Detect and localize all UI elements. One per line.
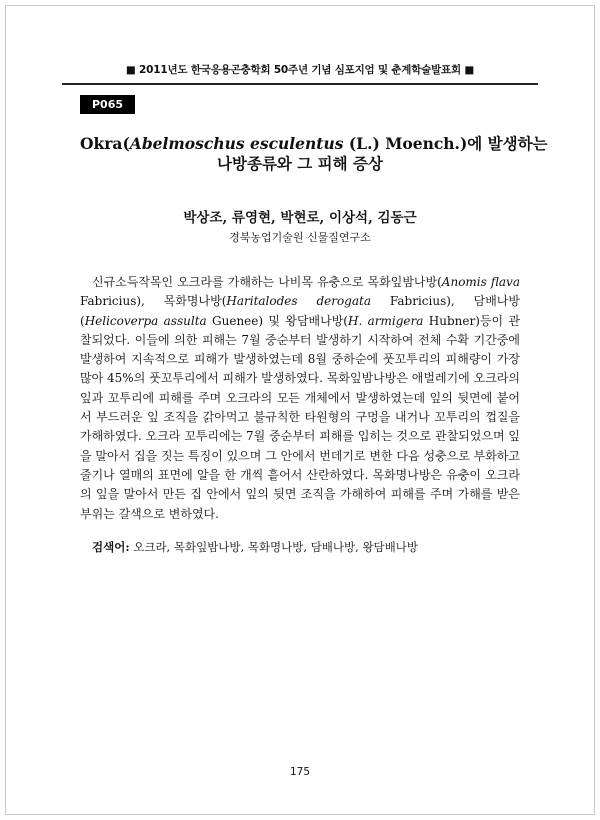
poster-id-badge: P065 <box>80 95 135 114</box>
abstract-text-5: Hubner)등이 관찰되었다. 이들에 의한 피해는 7월 중순부터 발생하기 시작하여 전체 수확 기간중에 발생하여 지속적으로 피해가 발생하였는데 8월 중하순에 풋꼬투리의 피해량이 가장 많아 45%의 풋꼬투리에서 피해가 발생하였다. 목화잎밤나방은 애벌레기에 오크라의 잎과 꼬투리에 피해를 주며 오크라의 모든 개체에서 발생하였는데 잎의 뒷면에 붙어서 부드러운 잎 조직을 갉아먹고 불규칙한 타원형의 구멍을 내거나 꼬투리의 껍질을 가해하였다. 오크라 꼬투리에는 7월 중순부터 피해를 입히는 것으로 관찰되었으며 잎을 말아서 집을 짓는 특징이 있으며 그 안에서 번데기로 변한 다음 성충으로 부화하고 줄기나 열매의 표면에 알을 한 개씩 흩어서 산란하였다. 목화명나방은 유충이 오크라의 잎을 말아서 만든 집 안에서 잎의 뒷면 조직을 가해하여 피해를 주며 가해를 받은 부위는 갈색으로 변하였다. <box>80 313 520 521</box>
abstract-text-4: Guenee) 및 왕담배나방( <box>206 313 348 328</box>
species-name-4: H. armigera <box>348 313 424 328</box>
keywords <box>92 539 522 555</box>
page-number: 175 <box>289 766 311 778</box>
abstract-text-3: Fabricius), 담배나방( <box>80 294 520 328</box>
title-suffix: (L.) Moench.)에 발생하는 <box>343 134 548 153</box>
abstract-text-2: Fabricius), 목화명나방( <box>80 294 227 309</box>
title-line-2: 나방종류와 그 피해 증상 <box>217 154 383 173</box>
keywords-label: 검색어: <box>92 540 130 554</box>
paper-title <box>80 134 548 174</box>
running-header: ■ 2011년도 한국응용곤충학회 50주년 기념 심포지엄 및 춘계학술발표회 ■ <box>62 62 538 85</box>
title-line-1 <box>80 134 548 154</box>
title-prefix: Okra( <box>80 134 130 153</box>
species-name-1: Anomis flava <box>441 275 520 289</box>
abstract-text-1: 신규소득작목인 오크라를 가해하는 나비목 유충으로 목화잎밤나방( <box>92 275 442 289</box>
affiliation: 경북농업기술원 신물질연구소 <box>229 231 371 244</box>
keywords-values: 오크라, 목화잎밤나방, 목화명나방, 담배나방, 왕담배나방 <box>129 540 418 554</box>
author-list: 박상조, 류영현, 박현로, 이상석, 김동근 <box>183 210 417 226</box>
species-name-3: Helicoverpa assulta <box>84 313 207 328</box>
abstract-body <box>80 273 520 524</box>
species-name-2: Haritalodes derogata <box>226 294 371 309</box>
title-scientific-name: Abelmoschus esculentus <box>129 134 344 153</box>
